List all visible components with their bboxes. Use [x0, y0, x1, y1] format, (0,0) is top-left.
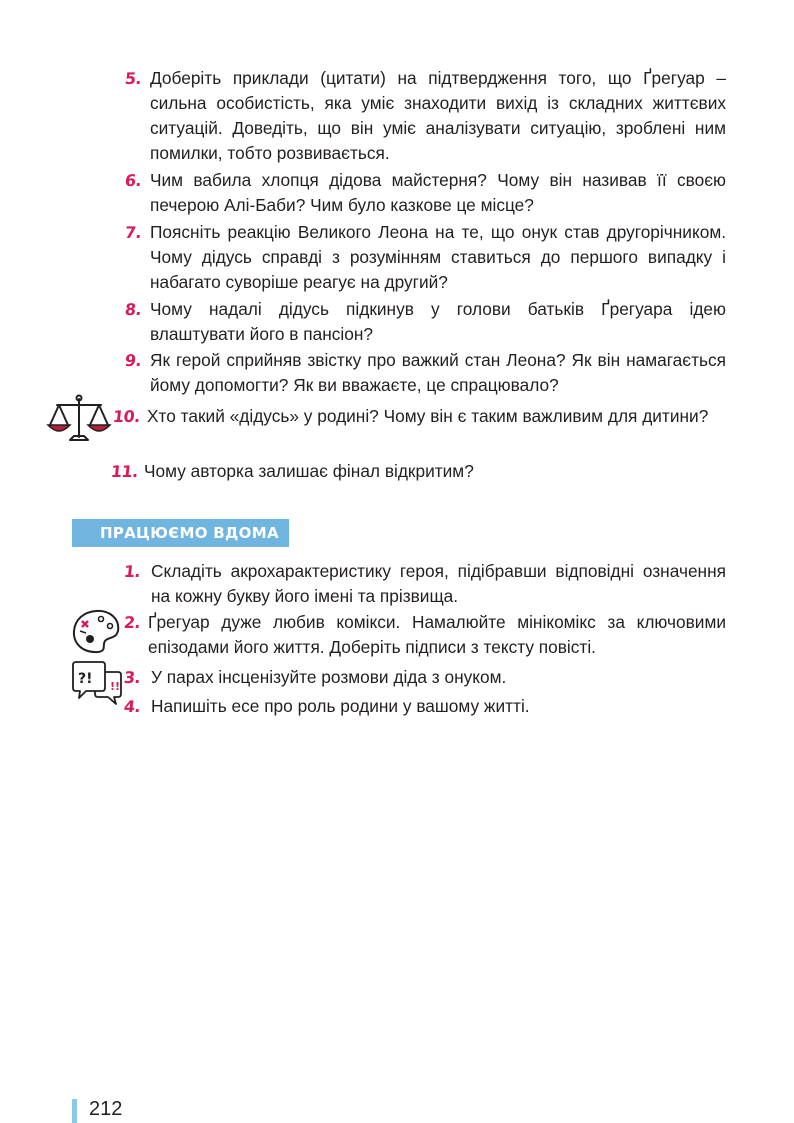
- question-number: 6.: [124, 171, 143, 190]
- page-number-bar: [72, 1099, 77, 1123]
- question-number: 9.: [124, 351, 143, 370]
- homework-item: [123, 610, 726, 660]
- homework-text: Ґрегуар дуже любив комікси. Намалюйте мінікомікс за ключовими епізодами його життя. Доберіть підписи з тексту повісті.: [148, 612, 726, 657]
- question-text: Поясніть реакцію Великого Леона на те, що онук став другорічником. Чому дідусь справді з розумінням ставиться до першого випадку і набагато суворіше реагує на другий?: [150, 222, 726, 292]
- question-item: [124, 220, 726, 295]
- question-number: 11.: [110, 462, 139, 481]
- homework-text: Складіть акрохарактеристику героя, підібравши відповідні означення на кожну букву його імені та прізвища.: [151, 561, 726, 606]
- section-title: ПРАЦЮЄМО ВДОМА: [100, 524, 279, 542]
- question-text: Чому надалі дідусь підкинув у голови батьків Ґрегуара ідею влаштувати його в пансіон?: [150, 299, 726, 344]
- question-text: Як герой сприйняв звістку про важкий стан Леона? Як він намагається йому допомогти? Як ви вважаєте, це спрацювало?: [150, 350, 726, 395]
- speech-bubbles-icon: [70, 658, 124, 708]
- question-text: Доберіть приклади (цитати) на підтвердження того, що Ґрегуар – сильна особистість, яка уміє знаходити вихід із складних життєвих ситуацій. Доведіть, що він уміє аналізувати ситуацію, зроблені ним помилки, тобто розвивається.: [150, 68, 726, 163]
- homework-item: [123, 694, 726, 719]
- bubble-left-text: ?!: [78, 671, 93, 687]
- page-number: 212: [89, 1098, 123, 1120]
- question-number: 5.: [124, 69, 143, 88]
- question-item: [112, 404, 726, 429]
- homework-item: [123, 559, 726, 609]
- homework-number: 4.: [123, 697, 142, 716]
- homework-item: [123, 665, 726, 690]
- section-header-homework: [72, 519, 289, 547]
- homework-number: 3.: [123, 668, 142, 687]
- scales-icon: [44, 393, 114, 445]
- question-number: 10.: [112, 407, 141, 426]
- homework-number: 2.: [123, 613, 142, 632]
- question-item: [124, 66, 726, 166]
- question-text: Хто такий «дідусь» у родині? Чому він є таким важливим для дитини?: [147, 406, 709, 426]
- question-item: [124, 297, 726, 347]
- question-number: 8.: [124, 300, 143, 319]
- question-text: Чому авторка залишає фінал відкритим?: [144, 461, 474, 481]
- question-number: 7.: [124, 223, 143, 242]
- bubble-right-text: !!: [110, 680, 121, 693]
- question-item: [110, 459, 726, 484]
- question-text: Чим вабила хлопця дідова майстерня? Чому він називав її своєю печерою Алі-Баби? Чим було казкове це місце?: [150, 170, 726, 215]
- homework-text: У парах інсценізуйте розмови діда з онуком.: [151, 667, 507, 687]
- question-item: [124, 348, 726, 398]
- homework-number: 1.: [123, 562, 142, 581]
- palette-icon: [70, 607, 122, 655]
- homework-text: Напишіть есе про роль родини у вашому житті.: [151, 696, 530, 716]
- question-item: [124, 168, 726, 218]
